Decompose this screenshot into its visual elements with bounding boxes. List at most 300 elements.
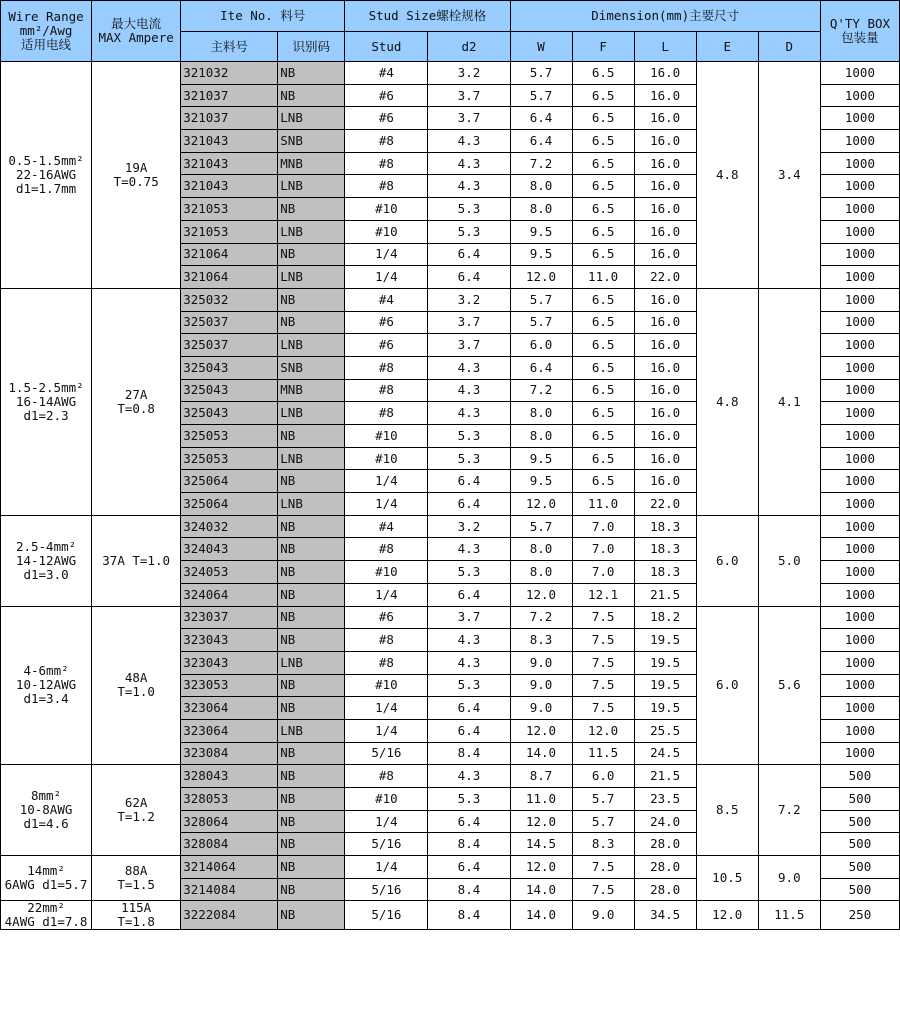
w-cell: 8.0: [510, 538, 572, 561]
d2-cell: 5.3: [428, 447, 510, 470]
f-cell: 6.5: [572, 288, 634, 311]
qty-cell: 1000: [820, 538, 899, 561]
item-code-cell: NB: [278, 84, 345, 107]
d-cell: 5.0: [758, 515, 820, 606]
d2-cell: 6.4: [428, 493, 510, 516]
f-cell: 5.7: [572, 788, 634, 811]
l-cell: 34.5: [634, 901, 696, 930]
l-cell: 21.5: [634, 583, 696, 606]
l-cell: 16.0: [634, 107, 696, 130]
l-cell: 21.5: [634, 765, 696, 788]
d2-cell: 4.3: [428, 402, 510, 425]
item-code-cell: NB: [278, 561, 345, 584]
item-number-cell: 321043: [181, 175, 278, 198]
qty-cell: 500: [820, 856, 899, 879]
qty-cell: 500: [820, 810, 899, 833]
qty-cell: 1000: [820, 379, 899, 402]
item-number-cell: 321037: [181, 107, 278, 130]
wire-range-cell: [1, 62, 92, 289]
f-cell: 12.1: [572, 583, 634, 606]
item-code-cell: SNB: [278, 130, 345, 153]
w-header: W: [510, 32, 572, 62]
stud-cell: #6: [345, 606, 428, 629]
f-cell: 11.0: [572, 493, 634, 516]
item-number-cell: 325043: [181, 379, 278, 402]
w-cell: 9.5: [510, 220, 572, 243]
item-number-cell: 324053: [181, 561, 278, 584]
ampere-line: 48A: [124, 670, 148, 686]
d2-cell: 8.4: [428, 833, 510, 856]
stud-cell: #10: [345, 198, 428, 221]
item-code-cell: LNB: [278, 402, 345, 425]
item-main-header: 主料号: [181, 32, 278, 62]
l-cell: 16.0: [634, 130, 696, 153]
qty-cell: 1000: [820, 356, 899, 379]
qty-cell: 500: [820, 833, 899, 856]
stud-cell: #8: [345, 356, 428, 379]
stud-cell: 1/4: [345, 583, 428, 606]
f-cell: 5.7: [572, 810, 634, 833]
wire-range-line: 10-8AWG: [19, 802, 73, 818]
f-cell: 6.5: [572, 107, 634, 130]
wire-range-cell: [1, 901, 92, 930]
stud-cell: 5/16: [345, 878, 428, 901]
l-cell: 16.0: [634, 402, 696, 425]
item-number-cell: 323037: [181, 606, 278, 629]
qty-cell: 1000: [820, 719, 899, 742]
d2-cell: 8.4: [428, 901, 510, 930]
w-cell: 8.7: [510, 765, 572, 788]
item-number-cell: 325043: [181, 356, 278, 379]
item-code-cell: NB: [278, 62, 345, 85]
w-cell: 8.0: [510, 561, 572, 584]
l-cell: 18.2: [634, 606, 696, 629]
wire-range-line: d1=3.0: [23, 566, 69, 582]
stud-cell: 1/4: [345, 493, 428, 516]
w-cell: 5.7: [510, 288, 572, 311]
l-cell: 19.5: [634, 674, 696, 697]
wire-range-cell: [1, 515, 92, 606]
item-code-cell: NB: [278, 833, 345, 856]
stud-cell: #8: [345, 629, 428, 652]
l-cell: 16.0: [634, 84, 696, 107]
f-cell: 11.5: [572, 742, 634, 765]
f-cell: 6.5: [572, 311, 634, 334]
ampere-line: T=1.0: [117, 684, 155, 700]
l-cell: 16.0: [634, 447, 696, 470]
l-cell: 23.5: [634, 788, 696, 811]
l-cell: 25.5: [634, 719, 696, 742]
w-cell: 14.5: [510, 833, 572, 856]
l-header: L: [634, 32, 696, 62]
qty-cell: 1000: [820, 243, 899, 266]
qty-cell: 1000: [820, 220, 899, 243]
stud-cell: #10: [345, 788, 428, 811]
item-number-cell: 325037: [181, 311, 278, 334]
d2-cell: 6.4: [428, 583, 510, 606]
item-code-cell: NB: [278, 901, 345, 930]
f-cell: 7.5: [572, 651, 634, 674]
f-cell: 6.5: [572, 152, 634, 175]
ampere-cell: [92, 288, 181, 515]
item-code-cell: NB: [278, 288, 345, 311]
f-cell: 8.3: [572, 833, 634, 856]
item-number-cell: 325032: [181, 288, 278, 311]
wire-range-line: d1=3.4: [23, 691, 69, 707]
wire-range-line: 1.5-2.5mm²: [8, 379, 84, 395]
qty-cell: 1000: [820, 606, 899, 629]
item-code-cell: LNB: [278, 334, 345, 357]
item-number-cell: 325064: [181, 470, 278, 493]
item-number-cell: 321064: [181, 243, 278, 266]
w-cell: 9.5: [510, 470, 572, 493]
item-number-cell: 324032: [181, 515, 278, 538]
w-cell: 5.7: [510, 62, 572, 85]
w-cell: 12.0: [510, 493, 572, 516]
item-number-cell: 3214084: [181, 878, 278, 901]
l-cell: 28.0: [634, 833, 696, 856]
d2-cell: 6.4: [428, 243, 510, 266]
item-number-cell: 328053: [181, 788, 278, 811]
item-code-cell: NB: [278, 198, 345, 221]
stud-cell: #4: [345, 62, 428, 85]
d2-cell: 4.3: [428, 152, 510, 175]
wire-range-line: 22-16AWG: [15, 166, 77, 182]
ampere-cell: [92, 515, 181, 606]
item-code-cell: NB: [278, 243, 345, 266]
ampere-line: 19A: [124, 159, 148, 175]
f-cell: 6.5: [572, 84, 634, 107]
stud-cell: 5/16: [345, 742, 428, 765]
wire-range-line: d1=4.6: [23, 816, 69, 832]
stud-cell: 1/4: [345, 810, 428, 833]
w-cell: 9.0: [510, 697, 572, 720]
stud-cell: #10: [345, 561, 428, 584]
stud-cell: #10: [345, 425, 428, 448]
stud-cell: #10: [345, 447, 428, 470]
l-cell: 16.0: [634, 311, 696, 334]
item-number-cell: 328043: [181, 765, 278, 788]
wire-range-line: 8mm²: [30, 788, 62, 804]
wire-range-line: 0.5-1.5mm²: [8, 152, 84, 168]
w-cell: 12.0: [510, 810, 572, 833]
f-cell: 7.0: [572, 561, 634, 584]
stud-cell: #6: [345, 107, 428, 130]
f-cell: 6.5: [572, 175, 634, 198]
f-cell: 6.0: [572, 765, 634, 788]
qty-cell: 1000: [820, 742, 899, 765]
wire-range-line: d1=1.7mm: [15, 180, 77, 196]
f-header: F: [572, 32, 634, 62]
l-cell: 16.0: [634, 288, 696, 311]
w-cell: 6.0: [510, 334, 572, 357]
d2-cell: 4.3: [428, 765, 510, 788]
w-cell: 12.0: [510, 583, 572, 606]
qty-cell: 1000: [820, 266, 899, 289]
table-row: [1, 901, 900, 930]
d2-cell: 6.4: [428, 266, 510, 289]
ampere-cell: [92, 606, 181, 765]
dimension-header: Dimension(mm)主要尺寸: [510, 1, 820, 32]
item-code-cell: NB: [278, 697, 345, 720]
item-code-cell: NB: [278, 788, 345, 811]
e-header: E: [696, 32, 758, 62]
l-cell: 22.0: [634, 493, 696, 516]
item-number-cell: 324043: [181, 538, 278, 561]
f-cell: 7.5: [572, 606, 634, 629]
w-cell: 12.0: [510, 719, 572, 742]
item-code-cell: SNB: [278, 356, 345, 379]
ampere-cell: [92, 901, 181, 930]
item-code-cell: NB: [278, 878, 345, 901]
stud-cell: 1/4: [345, 697, 428, 720]
item-code-cell: LNB: [278, 651, 345, 674]
qty-cell: 250: [820, 901, 899, 930]
d2-cell: 3.2: [428, 515, 510, 538]
qty-cell: 1000: [820, 84, 899, 107]
f-cell: 6.5: [572, 130, 634, 153]
d2-header: d2: [428, 32, 510, 62]
d2-cell: 5.3: [428, 220, 510, 243]
d2-cell: 8.4: [428, 742, 510, 765]
wire-range-header-line: 适用电线: [21, 37, 72, 52]
stud-cell: #10: [345, 220, 428, 243]
w-cell: 12.0: [510, 266, 572, 289]
item-number-cell: 3222084: [181, 901, 278, 930]
max-current-header-line: 最大电流: [111, 16, 162, 31]
qty-cell: 500: [820, 765, 899, 788]
w-cell: 6.4: [510, 356, 572, 379]
item-number-cell: 321043: [181, 152, 278, 175]
w-cell: 8.0: [510, 175, 572, 198]
l-cell: 16.0: [634, 425, 696, 448]
w-cell: 11.0: [510, 788, 572, 811]
wire-range-line: 14mm²: [27, 863, 65, 879]
stud-cell: #8: [345, 402, 428, 425]
item-code-cell: LNB: [278, 220, 345, 243]
wire-range-header-line: mm²/Awg: [19, 23, 73, 38]
stud-cell: 1/4: [345, 719, 428, 742]
qty-cell: 1000: [820, 651, 899, 674]
stud-cell: 1/4: [345, 243, 428, 266]
item-code-cell: LNB: [278, 107, 345, 130]
f-cell: 6.5: [572, 334, 634, 357]
f-cell: 6.5: [572, 220, 634, 243]
qty-cell: 500: [820, 788, 899, 811]
f-cell: 6.5: [572, 425, 634, 448]
item-code-cell: NB: [278, 629, 345, 652]
d-cell: 11.5: [758, 901, 820, 930]
qty-box-header-line: Q'TY BOX: [829, 16, 891, 31]
w-cell: 9.5: [510, 447, 572, 470]
d2-cell: 3.2: [428, 62, 510, 85]
d2-cell: 6.4: [428, 719, 510, 742]
item-code-cell: NB: [278, 470, 345, 493]
stud-header: Stud: [345, 32, 428, 62]
d2-cell: 4.3: [428, 356, 510, 379]
max-current-header: [92, 1, 181, 62]
d2-cell: 3.7: [428, 606, 510, 629]
stud-cell: #8: [345, 130, 428, 153]
stud-cell: #6: [345, 84, 428, 107]
stud-cell: #4: [345, 288, 428, 311]
item-code-cell: NB: [278, 583, 345, 606]
stud-cell: 1/4: [345, 856, 428, 879]
wire-range-line: 4-6mm²: [23, 663, 69, 679]
d2-cell: 5.3: [428, 674, 510, 697]
item-number-cell: 325053: [181, 425, 278, 448]
l-cell: 19.5: [634, 629, 696, 652]
wire-range-line: 6AWG d1=5.7: [4, 877, 88, 893]
stud-size-header: Stud Size螺栓规格: [345, 1, 510, 32]
item-code-cell: LNB: [278, 447, 345, 470]
w-cell: 5.7: [510, 311, 572, 334]
wire-range-cell: [1, 765, 92, 856]
qty-cell: 1000: [820, 561, 899, 584]
item-number-cell: 323084: [181, 742, 278, 765]
qty-cell: 1000: [820, 62, 899, 85]
item-number-cell: 321043: [181, 130, 278, 153]
item-number-cell: 325043: [181, 402, 278, 425]
f-cell: 7.0: [572, 515, 634, 538]
e-cell: 10.5: [696, 856, 758, 901]
item-code-cell: NB: [278, 515, 345, 538]
wire-range-line: 14-12AWG: [15, 552, 77, 568]
l-cell: 16.0: [634, 356, 696, 379]
l-cell: 16.0: [634, 220, 696, 243]
item-code-cell: NB: [278, 538, 345, 561]
l-cell: 16.0: [634, 62, 696, 85]
stud-cell: #4: [345, 515, 428, 538]
d-header: D: [758, 32, 820, 62]
d2-cell: 5.3: [428, 198, 510, 221]
l-cell: 19.5: [634, 651, 696, 674]
qty-cell: 1000: [820, 515, 899, 538]
d2-cell: 3.7: [428, 84, 510, 107]
e-cell: 6.0: [696, 515, 758, 606]
wire-range-cell: [1, 856, 92, 901]
d-cell: 7.2: [758, 765, 820, 856]
qty-cell: 1000: [820, 334, 899, 357]
l-cell: 18.3: [634, 515, 696, 538]
stud-cell: #8: [345, 379, 428, 402]
ampere-cell: [92, 765, 181, 856]
item-code-cell: NB: [278, 856, 345, 879]
wire-range-line: d1=2.3: [23, 407, 69, 423]
max-current-header-line: MAX Ampere: [98, 30, 174, 45]
stud-cell: 5/16: [345, 833, 428, 856]
d2-cell: 3.7: [428, 311, 510, 334]
qty-box-header: [820, 1, 899, 62]
qty-cell: 1000: [820, 583, 899, 606]
e-cell: 8.5: [696, 765, 758, 856]
l-cell: 24.0: [634, 810, 696, 833]
d2-cell: 8.4: [428, 878, 510, 901]
ampere-line: 62A: [124, 795, 148, 811]
d2-cell: 4.3: [428, 651, 510, 674]
table-row: [1, 606, 900, 629]
l-cell: 16.0: [634, 175, 696, 198]
wire-range-line: 10-12AWG: [15, 677, 77, 693]
stud-cell: #8: [345, 152, 428, 175]
d2-cell: 4.3: [428, 130, 510, 153]
item-code-cell: NB: [278, 425, 345, 448]
item-code-cell: NB: [278, 742, 345, 765]
qty-cell: 1000: [820, 311, 899, 334]
qty-cell: 1000: [820, 493, 899, 516]
w-cell: 14.0: [510, 901, 572, 930]
table-row: [1, 856, 900, 879]
f-cell: 7.5: [572, 674, 634, 697]
w-cell: 14.0: [510, 742, 572, 765]
table-header: [1, 1, 900, 62]
stud-cell: #8: [345, 651, 428, 674]
ampere-line: T=0.75: [113, 173, 159, 189]
w-cell: 9.5: [510, 243, 572, 266]
f-cell: 7.5: [572, 629, 634, 652]
qty-cell: 1000: [820, 130, 899, 153]
d-cell: 4.1: [758, 288, 820, 515]
stud-cell: #8: [345, 175, 428, 198]
w-cell: 8.3: [510, 629, 572, 652]
d2-cell: 6.4: [428, 470, 510, 493]
qty-cell: 1000: [820, 697, 899, 720]
item-code-cell: MNB: [278, 379, 345, 402]
w-cell: 8.0: [510, 425, 572, 448]
w-cell: 9.0: [510, 674, 572, 697]
stud-cell: 1/4: [345, 470, 428, 493]
item-number-cell: 323043: [181, 629, 278, 652]
qty-cell: 500: [820, 878, 899, 901]
stud-cell: #8: [345, 765, 428, 788]
qty-cell: 1000: [820, 198, 899, 221]
f-cell: 6.5: [572, 470, 634, 493]
wire-range-header: [1, 1, 92, 62]
stud-cell: #10: [345, 674, 428, 697]
item-number-cell: 321037: [181, 84, 278, 107]
wire-range-line: 16-14AWG: [15, 393, 77, 409]
d2-cell: 5.3: [428, 788, 510, 811]
d2-cell: 3.2: [428, 288, 510, 311]
w-cell: 7.2: [510, 152, 572, 175]
wire-range-cell: [1, 288, 92, 515]
item-number-cell: 324064: [181, 583, 278, 606]
ampere-line: 37A T=1.0: [102, 552, 170, 568]
l-cell: 16.0: [634, 379, 696, 402]
qty-cell: 1000: [820, 425, 899, 448]
d2-cell: 4.3: [428, 538, 510, 561]
stud-cell: #8: [345, 538, 428, 561]
e-cell: 6.0: [696, 606, 758, 765]
qty-cell: 1000: [820, 152, 899, 175]
f-cell: 6.5: [572, 379, 634, 402]
l-cell: 28.0: [634, 878, 696, 901]
qty-cell: 1000: [820, 175, 899, 198]
e-cell: 4.8: [696, 62, 758, 289]
item-number-cell: 325053: [181, 447, 278, 470]
d2-cell: 3.7: [428, 334, 510, 357]
wire-range-cell: [1, 606, 92, 765]
ampere-line: T=1.5: [117, 877, 155, 893]
item-code-cell: LNB: [278, 175, 345, 198]
ampere-line: T=1.8: [117, 914, 155, 930]
f-cell: 7.5: [572, 856, 634, 879]
item-number-cell: 328084: [181, 833, 278, 856]
d2-cell: 4.3: [428, 175, 510, 198]
ampere-line: 27A: [124, 386, 148, 402]
w-cell: 9.0: [510, 651, 572, 674]
table-row: [1, 288, 900, 311]
